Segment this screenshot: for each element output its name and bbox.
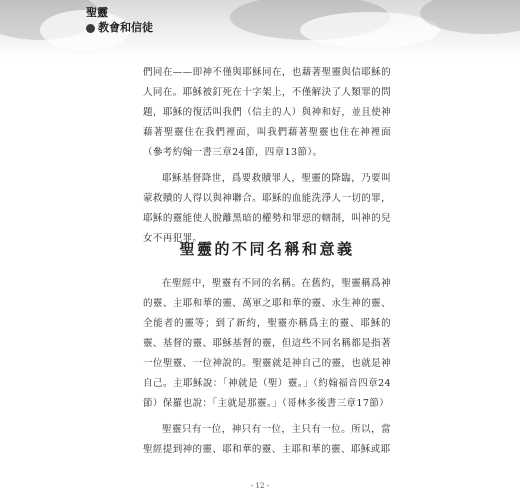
bullet-icon (86, 24, 95, 33)
header-title-line2: 教會和信徒 (98, 21, 153, 34)
header-band (0, 0, 520, 58)
header-title-line1: 聖靈 (86, 6, 108, 19)
paragraph: 耶穌基督降世，爲要救贖罪人，聖靈的降臨，乃要叫蒙救贖的人得以與神聯合。耶穌的血能洗淨人一切的罪，耶穌的靈能使人脫離黑暗的權勢和罪惡的轄制，叫神的兒女不再犯罪。 (143, 173, 391, 244)
section-heading: 聖靈的不同名稱和意義 (179, 240, 355, 258)
running-header (86, 6, 153, 35)
cloud-decoration (300, 12, 440, 48)
body-text (143, 63, 391, 255)
section-body (143, 274, 391, 466)
paragraph: 在聖經中，聖靈有不同的名稱。在舊約，聖靈稱爲神的靈、主耶和華的靈、萬軍之耶和華的靈、永生神的靈、全能者的靈等；到了新約，聖靈亦稱爲主的靈、耶穌的靈、基督的靈、耶穌基督的靈，但這些不同名稱都是指著一位聖靈、一位神說的。聖靈就是神自己的靈，也就是神自己。主耶穌說：「神就是（聖）靈。」（約翰福音四章24節）保羅也說：「主就是那靈。」（哥林多後書三章17節） (143, 278, 391, 409)
page-number: - 12 - (250, 482, 270, 490)
paragraph: 聖靈只有一位，神只有一位，主只有一位。所以，當聖經提到神的靈、耶和華的靈、主耶和華的靈、耶穌或耶 (143, 424, 391, 455)
paragraph: 們同在——即神不僅與耶穌同在，也藉著聖靈與信耶穌的人同在。耶穌被釘死在十字架上，不僅解決了人類罪的問題，耶穌的復活叫我們（信主的人）與神和好，並且使神藉著聖靈住在我們裡面，叫我們藉著聖靈也住在神裡面（參考約翰一書三章24節，四章13節）。 (143, 67, 391, 158)
